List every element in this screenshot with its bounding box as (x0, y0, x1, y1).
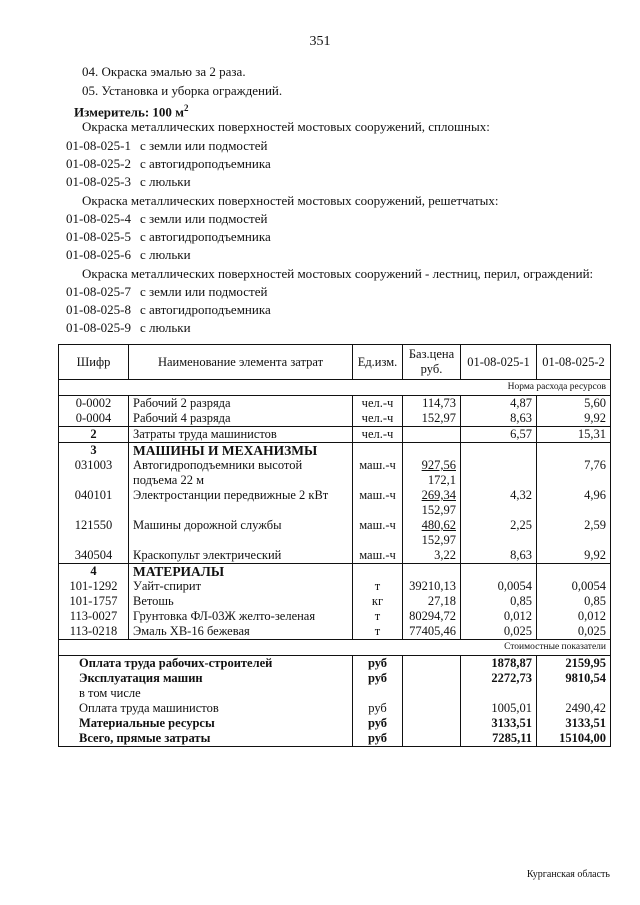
table-row: 040101 Электростанции передвижные 2 кВт маш.-ч 269,34 152,97 4,32 4,96 (59, 488, 611, 518)
total-row: в том числе (59, 686, 611, 701)
cost-caption-row (59, 640, 611, 656)
group-title-lattice: Окраска металлических поверхностей мостовых сооружений, решетчатых: (82, 193, 499, 208)
section-title-machines: МАШИНЫ И МЕХАНИЗМЫ (129, 443, 353, 459)
norm-item: 01-08-025-4 с земли или подмостей (66, 211, 268, 226)
table-row: 0-0002 Рабочий 2 разряда чел.-ч 114,73 4,87 5,60 (59, 396, 611, 412)
header-col2: 01-08-025-2 (537, 345, 611, 380)
total-row: Материальные ресурсы руб 3133,51 3133,51 (59, 716, 611, 731)
norm-item: 01-08-025-6 с люльки (66, 247, 191, 262)
norm-caption: Норма расхода ресурсов (461, 380, 611, 396)
cost-caption: Стоимостные показатели (461, 640, 611, 656)
section-row-materials: 4 МАТЕРИАЛЫ (59, 564, 611, 580)
norm-item: 01-08-025-5 с автогидроподъемника (66, 229, 271, 244)
table-row: 340504 Краскопульт электрический маш.-ч 3,22 8,63 9,92 (59, 548, 611, 564)
table-header-row (59, 345, 611, 380)
section-row-machines: 3 МАШИНЫ И МЕХАНИЗМЫ (59, 443, 611, 459)
section-title-materials: МАТЕРИАЛЫ (129, 564, 353, 580)
table-row: 031003 Автогидроподъемники высотой подъема 22 м маш.-ч 927,56 172,1 7,76 (59, 458, 611, 488)
group-title-solid: Окраска металлических поверхностей мостовых сооружений, сплошных: (82, 119, 490, 134)
table-row-machinist-labor: 2 Затраты труда машинистов чел.-ч 6,57 15,31 (59, 427, 611, 443)
region-footer: Курганская область (526, 869, 610, 880)
table-row: 101-1757 Ветошь кг 27,18 0,85 0,85 (59, 594, 611, 609)
header-code: Шифр (59, 345, 129, 380)
cost-table (58, 344, 611, 747)
table-row: 101-1292 Уайт-спирит т 39210,13 0,0054 0,0054 (59, 579, 611, 594)
table-row: 121550 Машины дорожной службы маш.-ч 480,62 152,97 2,25 2,59 (59, 518, 611, 548)
total-row: Оплата труда рабочих-строителей руб 1878,87 2159,95 (59, 656, 611, 672)
page-number: 351 (309, 34, 331, 49)
table-row: 113-0027 Грунтовка ФЛ-03Ж желто-зеленая т 80294,72 0,012 0,012 (59, 609, 611, 624)
norm-caption-row (59, 380, 611, 396)
norm-item: 01-08-025-2 с автогидроподъемника (66, 156, 271, 171)
norm-item: 01-08-025-1 с земли или подмостей (66, 138, 268, 153)
norm-item: 01-08-025-9 с люльки (66, 320, 191, 335)
measure-unit: Измеритель: 100 $м^2$ (74, 103, 189, 120)
norm-item: 01-08-025-8 с автогидроподъемника (66, 302, 271, 317)
table-row: 0-0004 Рабочий 4 разряда чел.-ч 152,97 8,63 9,92 (59, 411, 611, 427)
header-col1: 01-08-025-1 (461, 345, 537, 380)
total-row: Оплата труда машинистов руб 1005,01 2490,42 (59, 701, 611, 716)
header-unit: Ед.изм. (353, 345, 403, 380)
header-name: Наименование элемента затрат (129, 345, 353, 380)
norm-item: 01-08-025-7 с земли или подмостей (66, 284, 268, 299)
total-row: Эксплуатация машин руб 2272,73 9810,54 (59, 671, 611, 686)
step-04: 04. Окраска эмалью за 2 раза. (82, 64, 246, 79)
step-05: 05. Установка и уборка ограждений. (82, 83, 283, 98)
norm-item: 01-08-025-3 с люльки (66, 174, 191, 189)
table-row: 113-0218 Эмаль ХВ-16 бежевая т 77405,46 0,025 0,025 (59, 624, 611, 640)
group-title-stairs: Окраска металлических поверхностей мостовых сооружений - лестниц, перил, ограждений: (82, 266, 594, 281)
header-price: Баз.цена руб. (403, 345, 461, 380)
total-row: Всего, прямые затраты руб 7285,11 15104,00 (59, 731, 611, 747)
